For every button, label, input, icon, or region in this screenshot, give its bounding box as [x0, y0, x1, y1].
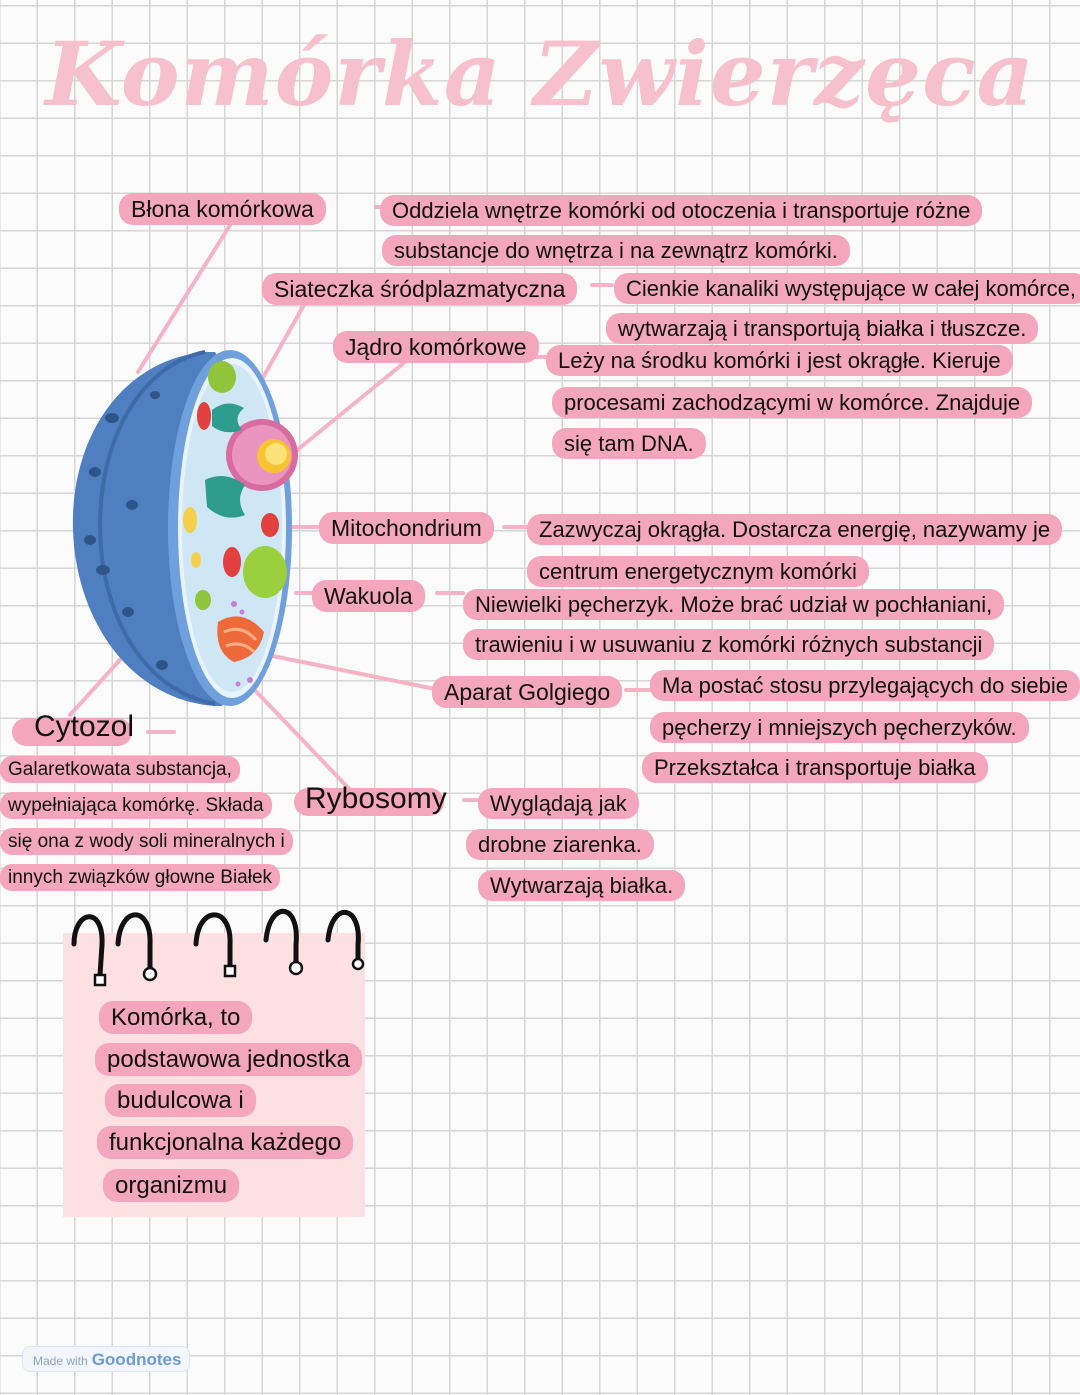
note-line-1: Komórka, to: [99, 1001, 252, 1034]
label-cytozol: Cytozol: [34, 710, 135, 743]
goodnotes-badge: [22, 1346, 190, 1372]
desc-rybosomy-line-1: Wyglądają jak: [478, 788, 639, 819]
desc-cytozol-line-3: się ona z wody soli mineralnych i: [0, 828, 293, 855]
label-rybosomy: Rybosomy: [305, 782, 447, 815]
desc-aparat-line-1: Ma postać stosu przylegających do siebie: [650, 670, 1080, 701]
label-aparat-golgiego: Aparat Golgiego: [432, 676, 622, 708]
desc-cytozol-line-1: Galaretkowata substancja,: [0, 756, 240, 783]
page-title: Komórka Zwierzęca: [45, 22, 1035, 126]
badge-made-with: Made with: [33, 1354, 88, 1368]
desc-jadro-line-2: procesami zachodzącymi w komórce. Znajduje: [552, 387, 1032, 418]
desc-jadro-line-1: Leży na środku komórki i jest okrągłe. Kieruje: [546, 345, 1013, 376]
desc-mitochondrium-line-1: Zazwyczaj okrągła. Dostarcza energię, nazywamy je: [527, 514, 1062, 545]
desc-mitochondrium-line-2: centrum energetycznym komórki: [527, 556, 869, 587]
desc-siateczka-line-2: wytwarzają i transportują białka i tłuszcze.: [606, 313, 1038, 344]
note-line-5: organizmu: [103, 1169, 239, 1202]
label-siateczka: Siateczka śródplazmatyczna: [262, 273, 577, 305]
desc-wakuola-line-2: trawieniu i w usuwaniu z komórki różnych substancji: [463, 629, 994, 660]
note-line-4: funkcjonalna każdego: [97, 1126, 353, 1159]
desc-wakuola-line-1: Niewielki pęcherzyk. Może brać udział w pochłaniani,: [463, 589, 1004, 620]
note-line-2: podstawowa jednostka: [95, 1043, 362, 1076]
desc-cytozol-line-2: wypełniająca komórkę. Składa: [0, 792, 272, 819]
desc-aparat-line-2: pęcherzy i mniejszych pęcherzyków.: [650, 712, 1029, 743]
label-mitochondrium: Mitochondrium: [319, 512, 494, 544]
desc-aparat-line-3: Przekształca i transportuje białka: [642, 752, 988, 783]
label-jadro: Jądro komórkowe: [333, 331, 539, 363]
label-wakuola: Wakuola: [312, 580, 425, 612]
badge-brand: Goodnotes: [91, 1350, 182, 1369]
desc-rybosomy-line-2: drobne ziarenka.: [466, 829, 654, 860]
desc-siateczka-line-1: Cienkie kanaliki występujące w całej komórce,: [614, 273, 1080, 304]
desc-cytozol-line-4: innych związków głowne Białek: [0, 864, 280, 891]
desc-blona-line-2: substancje do wnętrza i na zewnątrz komórki.: [382, 235, 850, 266]
desc-rybosomy-line-3: Wytwarzają białka.: [478, 870, 685, 901]
label-blona-komorkowa: Błona komórkowa: [119, 193, 326, 225]
note-line-3: budulcowa i: [105, 1084, 256, 1117]
desc-jadro-line-3: się tam DNA.: [552, 428, 706, 459]
desc-blona-line-1: Oddziela wnętrze komórki od otoczenia i transportuje różne: [380, 195, 982, 226]
